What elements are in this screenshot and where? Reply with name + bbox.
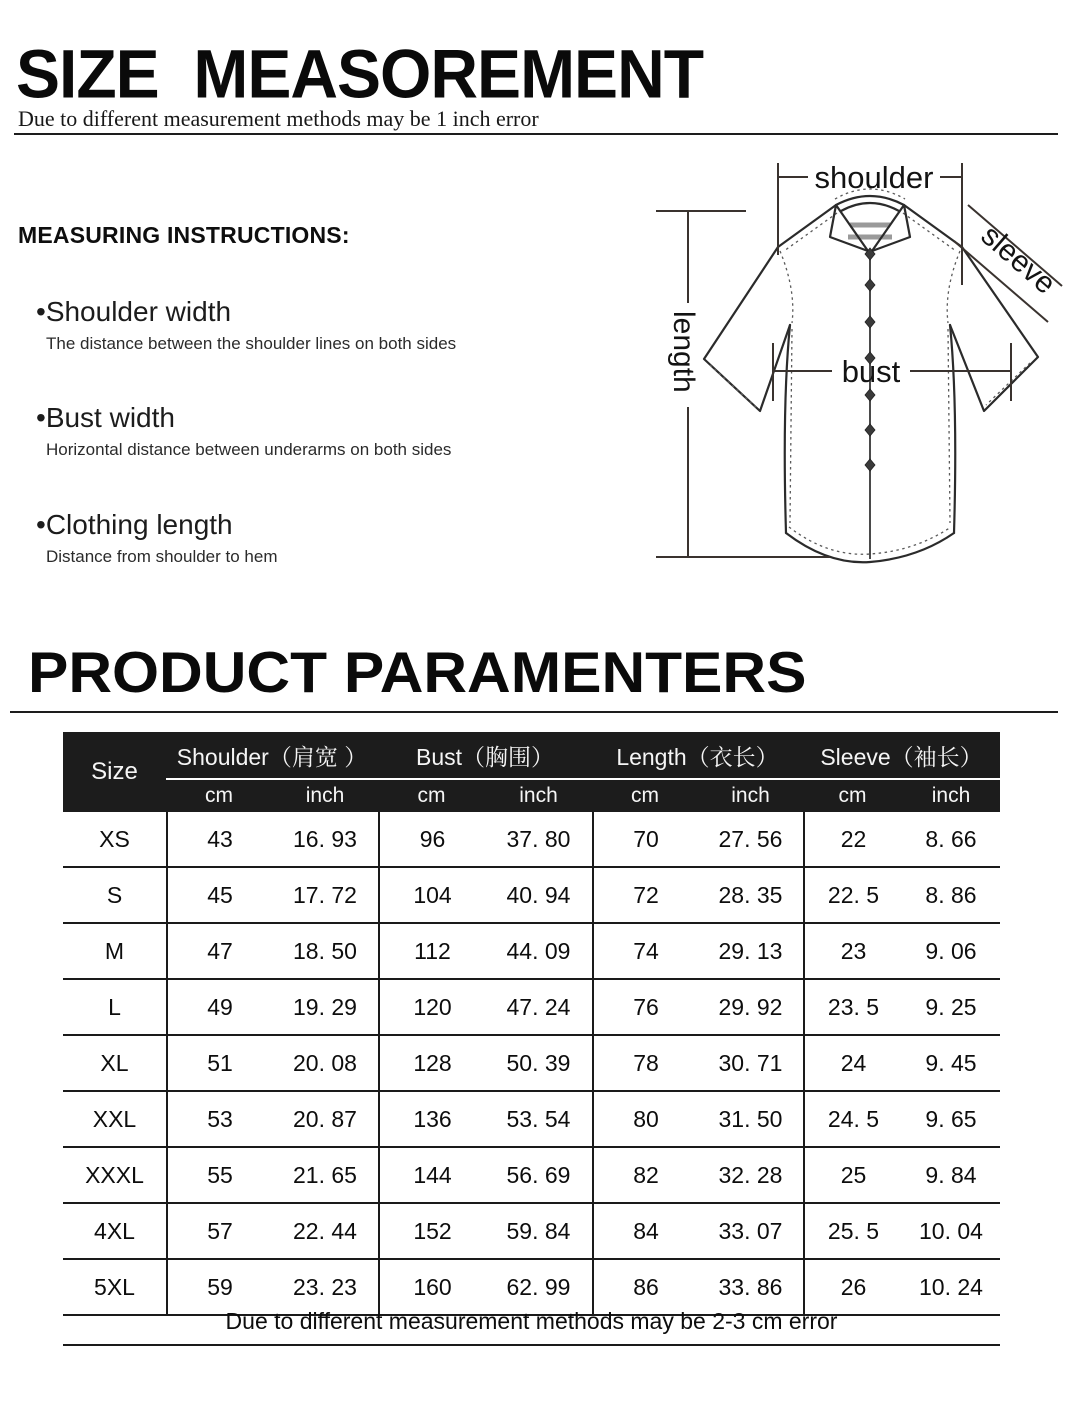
value-cell: 47. 24 xyxy=(506,994,571,1020)
value-cell: 9. 06 xyxy=(925,938,977,964)
collar-right-flap xyxy=(872,205,910,251)
value-cell: 30. 71 xyxy=(718,1050,783,1076)
table-row-m xyxy=(63,924,1000,980)
value-cell: 51 xyxy=(166,1036,272,1090)
value-cell: 72 xyxy=(592,868,698,922)
section-title-product-parameters: PRODUCT PARAMENTERS xyxy=(28,641,807,705)
value-cell: 22 xyxy=(803,812,902,866)
unit-header-inch: inch xyxy=(931,784,971,807)
size-cell: M xyxy=(104,938,125,964)
instruction-title: Clothing length xyxy=(45,509,233,540)
size-cell: 5XL xyxy=(94,1274,135,1300)
value-cell: 82 xyxy=(592,1148,698,1202)
left-shoulder-seam xyxy=(784,213,837,251)
value-cell: 10. 24 xyxy=(919,1274,983,1300)
table-row-xxl xyxy=(63,1092,1000,1148)
unit-header-row xyxy=(166,780,1000,812)
value-cell: 9. 65 xyxy=(925,1106,977,1132)
right-shoulder-seam xyxy=(903,213,956,251)
value-cell: 19. 29 xyxy=(293,994,357,1020)
size-cell: XL xyxy=(100,1050,129,1076)
value-cell: 136 xyxy=(378,1092,485,1146)
value-cell: 84 xyxy=(592,1204,698,1258)
column-header-size: Size xyxy=(91,758,138,785)
instruction-item-length xyxy=(36,509,278,567)
length-label: length xyxy=(667,311,700,393)
value-cell: 33. 86 xyxy=(718,1274,783,1300)
value-cell: 50. 39 xyxy=(506,1050,571,1076)
divider-line-top xyxy=(14,133,1058,135)
value-cell: 25. 5 xyxy=(803,1204,902,1258)
value-cell: 18. 50 xyxy=(293,938,357,964)
value-cell: 47 xyxy=(166,924,272,978)
unit-header-cm: cm xyxy=(205,784,233,807)
table-row-xs xyxy=(63,812,1000,868)
left-sleeve xyxy=(704,247,790,411)
value-cell: 128 xyxy=(378,1036,485,1090)
table-note: Due to different measurement methods may be 2-3 cm error xyxy=(63,1298,1000,1346)
value-cell: 28. 35 xyxy=(718,882,783,908)
value-cell: 160 xyxy=(378,1260,485,1314)
left-shoulder-line xyxy=(778,205,836,247)
value-cell: 44. 09 xyxy=(506,938,571,964)
value-cell: 86 xyxy=(592,1260,698,1314)
value-cell: 56. 69 xyxy=(506,1162,571,1188)
table-row-l xyxy=(63,980,1000,1036)
table-row-4xl xyxy=(63,1204,1000,1260)
table-body xyxy=(63,812,1000,1316)
instruction-title: Bust width xyxy=(45,402,175,433)
unit-header-inch: inch xyxy=(519,784,558,807)
value-cell: 112 xyxy=(378,924,485,978)
value-cell: 16. 93 xyxy=(293,826,357,852)
value-cell: 21. 65 xyxy=(293,1162,357,1188)
value-cell: 25 xyxy=(803,1148,902,1202)
value-cell: 20. 87 xyxy=(293,1106,357,1132)
instruction-desc: The distance between the shoulder lines on both sides xyxy=(46,334,457,353)
value-cell: 59 xyxy=(166,1260,272,1314)
value-cell: 43 xyxy=(166,812,272,866)
bullet-icon: • xyxy=(36,402,46,433)
instruction-title: Shoulder width xyxy=(45,296,232,327)
value-cell: 32. 28 xyxy=(718,1162,783,1188)
value-cell: 10. 04 xyxy=(919,1218,983,1244)
value-cell: 74 xyxy=(592,924,698,978)
value-cell: 23. 5 xyxy=(803,980,902,1034)
value-cell: 33. 07 xyxy=(718,1218,783,1244)
value-cell: 45 xyxy=(166,868,272,922)
bullet-icon: • xyxy=(36,509,46,540)
value-cell: 8. 86 xyxy=(925,882,977,908)
unit-header-cm: cm xyxy=(417,784,446,807)
value-cell: 104 xyxy=(378,868,485,922)
size-cell: XXL xyxy=(92,1106,137,1132)
shoulder-label: shoulder xyxy=(814,160,934,195)
value-cell: 59. 84 xyxy=(506,1218,571,1244)
column-header-bust: Bust（胸围） xyxy=(415,743,555,770)
right-shoulder-line xyxy=(904,205,962,247)
value-cell: 29. 13 xyxy=(718,938,783,964)
right-armhole-seam xyxy=(947,251,960,323)
value-cell: 8. 66 xyxy=(925,826,977,852)
group-header-row xyxy=(166,732,1000,778)
value-cell: 96 xyxy=(378,812,485,866)
table-header xyxy=(63,732,1000,812)
value-cell: 23. 23 xyxy=(293,1274,357,1300)
bust-label: bust xyxy=(841,354,901,389)
left-armhole-seam xyxy=(780,251,793,323)
sleeve-label: sleeve xyxy=(974,218,1062,301)
table-row-xxxl xyxy=(63,1148,1000,1204)
value-cell: 31. 50 xyxy=(718,1106,783,1132)
column-header-shoulder: Shoulder（肩宽 ） xyxy=(176,743,368,770)
unit-header-inch: inch xyxy=(305,784,345,807)
value-cell: 24 xyxy=(803,1036,902,1090)
measurement-annotations xyxy=(656,160,1062,557)
value-cell: 53 xyxy=(166,1092,272,1146)
value-cell: 70 xyxy=(592,812,698,866)
value-cell: 9. 25 xyxy=(925,994,977,1020)
collar-inner xyxy=(841,203,899,211)
instruction-desc: Distance from shoulder to hem xyxy=(46,547,278,566)
instructions-heading: MEASURING INSTRUCTIONS: xyxy=(18,222,350,248)
left-side-seam xyxy=(790,329,792,523)
size-cell: XXXL xyxy=(85,1162,144,1188)
value-cell: 40. 94 xyxy=(506,882,571,908)
value-cell: 80 xyxy=(592,1092,698,1146)
unit-header-inch: inch xyxy=(731,784,770,807)
value-cell: 9. 84 xyxy=(925,1162,977,1188)
value-cell: 62. 99 xyxy=(506,1274,571,1300)
size-cell: L xyxy=(108,994,121,1020)
value-cell: 76 xyxy=(592,980,698,1034)
value-cell: 29. 92 xyxy=(718,994,783,1020)
value-cell: 120 xyxy=(378,980,485,1034)
value-cell: 20. 08 xyxy=(293,1050,357,1076)
collar-left-flap xyxy=(830,205,868,251)
value-cell: 22. 5 xyxy=(803,868,902,922)
instruction-desc: Horizontal distance between underarms on both sides xyxy=(46,440,452,459)
body-left-edge xyxy=(785,325,790,533)
size-cell: 4XL xyxy=(94,1218,135,1244)
size-cell: S xyxy=(106,882,123,908)
value-cell: 17. 72 xyxy=(293,882,357,908)
value-cell: 57 xyxy=(166,1204,272,1258)
right-cuff-seam xyxy=(986,363,1030,405)
instruction-item-bust xyxy=(36,402,451,460)
value-cell: 55 xyxy=(166,1148,272,1202)
table-row-s xyxy=(63,868,1000,924)
size-table xyxy=(63,732,1000,1316)
value-cell: 24. 5 xyxy=(803,1092,902,1146)
shirt-measurement-diagram xyxy=(638,145,1072,597)
divider-line-section2 xyxy=(10,711,1058,713)
page-subtitle: Due to different measurement methods may be 1 inch error xyxy=(18,106,539,131)
value-cell: 49 xyxy=(166,980,272,1034)
value-cell: 37. 80 xyxy=(506,826,571,852)
right-side-seam xyxy=(948,329,950,523)
unit-header-cm: cm xyxy=(838,784,867,807)
value-cell: 152 xyxy=(378,1204,485,1258)
value-cell: 9. 45 xyxy=(925,1050,977,1076)
value-cell: 144 xyxy=(378,1148,485,1202)
size-cell: XS xyxy=(99,826,130,852)
page-title: SIZE MEASOREMENT xyxy=(16,35,704,112)
value-cell: 27. 56 xyxy=(718,826,783,852)
value-cell: 23 xyxy=(803,924,902,978)
shirt-diagram-svg xyxy=(638,145,1072,597)
column-header-sleeve: Sleeve（袖长） xyxy=(820,743,983,770)
unit-header-cm: cm xyxy=(631,784,659,807)
value-cell: 26 xyxy=(803,1260,902,1314)
table-row-xl xyxy=(63,1036,1000,1092)
body-right-edge xyxy=(950,325,955,533)
column-header-length: Length（衣长） xyxy=(616,743,779,770)
value-cell: 53. 54 xyxy=(506,1106,571,1132)
instruction-item-shoulder xyxy=(36,296,456,354)
bullet-icon: • xyxy=(36,296,46,327)
value-cell: 22. 44 xyxy=(293,1218,357,1244)
value-cell: 78 xyxy=(592,1036,698,1090)
